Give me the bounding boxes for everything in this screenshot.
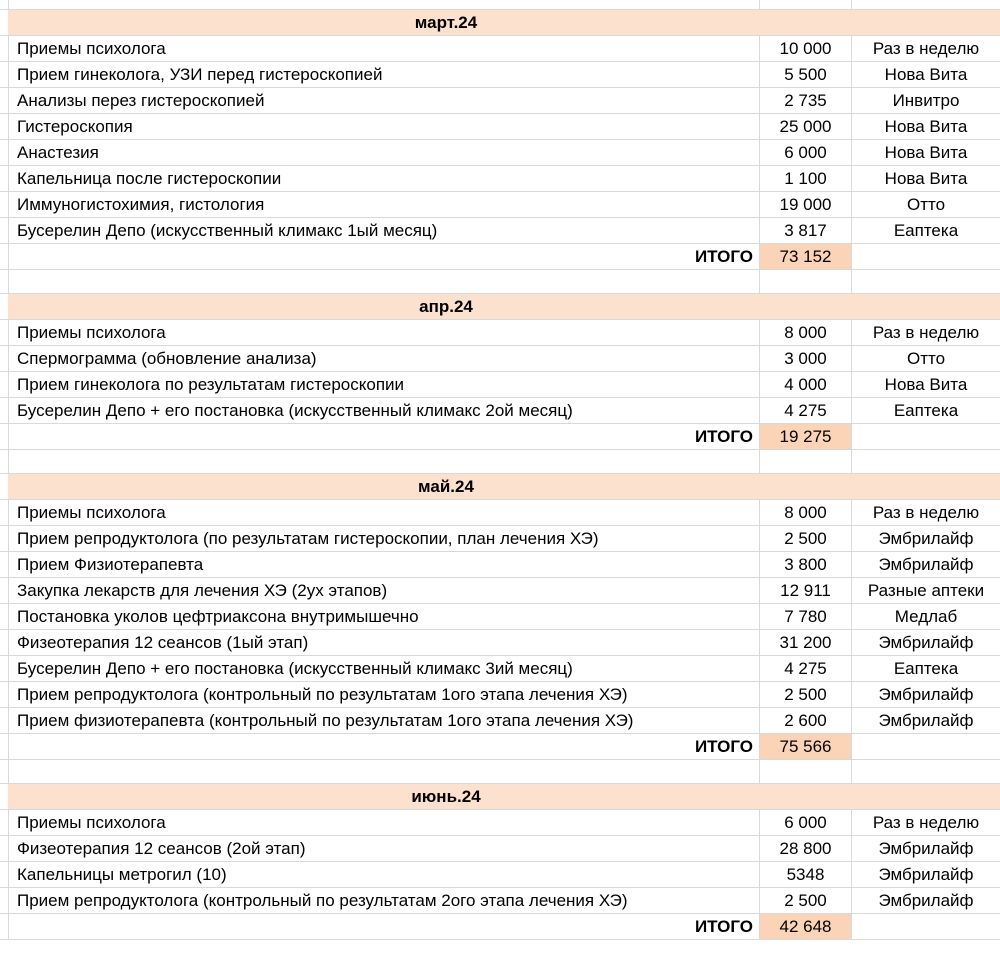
expense-row[interactable] <box>0 862 1000 888</box>
expense-name-cell[interactable]: Приемы психолога <box>8 36 760 61</box>
expense-place-cell[interactable]: Эмбрилайф <box>878 684 974 704</box>
expense-row[interactable] <box>0 888 1000 914</box>
expense-name-cell[interactable]: Физеотерапия 12 сеансов (1ый этап) <box>8 630 760 655</box>
expense-row[interactable] <box>0 372 1000 398</box>
expense-amount-cell[interactable]: 12 911 <box>760 578 852 603</box>
expense-row[interactable] <box>0 346 1000 372</box>
expense-name-cell[interactable]: Спермограмма (обновление анализа) <box>8 346 760 371</box>
total-amount-cell[interactable]: 73 152 <box>760 244 852 269</box>
expense-name-cell[interactable]: Прием репродуктолога (контрольный по результатам 2ого этапа лечения ХЭ) <box>8 888 760 913</box>
expense-amount-cell[interactable]: 3 800 <box>760 552 852 577</box>
expense-amount-cell[interactable]: 8 000 <box>760 320 852 345</box>
expense-amount-cell[interactable]: 6 000 <box>760 810 852 835</box>
expense-amount-cell[interactable]: 1 100 <box>760 166 852 191</box>
expense-row[interactable] <box>0 166 1000 192</box>
expense-place-cell[interactable]: Отто <box>906 348 946 368</box>
expense-amount-cell[interactable]: 28 800 <box>760 836 852 861</box>
expense-amount-cell[interactable]: 4 275 <box>760 398 852 423</box>
section-title: март.24 <box>414 12 478 32</box>
empty-cell[interactable] <box>8 270 760 293</box>
expense-row[interactable] <box>0 500 1000 526</box>
expense-amount-cell[interactable]: 2 500 <box>760 526 852 551</box>
expense-name-cell[interactable]: Физеотерапия 12 сеансов (2ой этап) <box>8 836 760 861</box>
total-label-cell[interactable]: ИТОГО <box>8 424 760 449</box>
expense-place-cell[interactable]: Эмбрилайф <box>878 890 974 910</box>
section-title: июнь.24 <box>411 786 481 806</box>
expense-place-cell[interactable]: Медлаб <box>894 606 958 626</box>
expense-name-cell[interactable]: Прием репродуктолога (контрольный по результатам 1ого этапа лечения ХЭ) <box>8 682 760 707</box>
empty-cell[interactable] <box>8 450 760 473</box>
expense-name-cell[interactable]: Бусерелин Депо (искусственный климакс 1ый месяц) <box>8 218 760 243</box>
expense-row[interactable] <box>0 578 1000 604</box>
total-row[interactable] <box>0 734 1000 760</box>
expense-row[interactable] <box>0 192 1000 218</box>
expense-row[interactable] <box>0 88 1000 114</box>
expense-name-cell[interactable]: Бусерелин Депо + его постановка (искусственный климакс 3ий месяц) <box>8 656 760 681</box>
section-header-cell[interactable] <box>8 784 1000 809</box>
expense-name-cell[interactable]: Приемы психолога <box>8 500 760 525</box>
expense-place-cell[interactable]: Инвитро <box>892 90 960 110</box>
section-title: апр.24 <box>419 296 473 316</box>
expense-name-cell[interactable]: Постановка уколов цефтриаксона внутримышечно <box>8 604 760 629</box>
expense-amount-cell[interactable]: 5 500 <box>760 62 852 87</box>
expense-amount-cell[interactable]: 19 000 <box>760 192 852 217</box>
expense-place-cell[interactable]: Нова Вита <box>884 64 968 84</box>
empty-cell[interactable] <box>8 760 760 783</box>
expense-name-cell[interactable]: Приемы психолога <box>8 810 760 835</box>
expense-place-cell[interactable]: Раз в неделю <box>872 502 980 522</box>
total-label-cell[interactable]: ИТОГО <box>8 244 760 269</box>
total-row[interactable] <box>0 424 1000 450</box>
empty-cell[interactable] <box>760 450 852 473</box>
section-header-row[interactable] <box>0 474 1000 500</box>
expense-row[interactable] <box>0 552 1000 578</box>
expense-place-cell[interactable]: Эмбрилайф <box>878 710 974 730</box>
total-amount-cell[interactable]: 42 648 <box>760 914 852 939</box>
section-header-row[interactable] <box>0 10 1000 36</box>
expense-row[interactable] <box>0 398 1000 424</box>
expense-place-cell[interactable]: Отто <box>906 194 946 214</box>
expense-name-cell[interactable]: Прием гинеколога по результатам гистероскопии <box>8 372 760 397</box>
expense-amount-cell[interactable]: 2 735 <box>760 88 852 113</box>
blank-row[interactable] <box>0 450 1000 474</box>
section-header-row[interactable] <box>0 784 1000 810</box>
total-row[interactable] <box>0 244 1000 270</box>
expense-place-cell[interactable]: Еаптека <box>893 400 959 420</box>
expense-row[interactable] <box>0 708 1000 734</box>
empty-cell[interactable] <box>760 270 852 293</box>
blank-row[interactable] <box>0 760 1000 784</box>
expense-name-cell[interactable]: Капельницы метрогил (10) <box>8 862 760 887</box>
expense-place-cell[interactable]: Нова Вита <box>884 142 968 162</box>
expense-place-cell[interactable]: Еаптека <box>893 658 959 678</box>
expense-row[interactable] <box>0 836 1000 862</box>
total-label-cell[interactable]: ИТОГО <box>8 914 760 939</box>
expense-name-cell[interactable]: Прием физиотерапевта (контрольный по результатам 1ого этапа лечения ХЭ) <box>8 708 760 733</box>
expense-name-cell[interactable]: Закупка лекарств для лечения ХЭ (2ух этапов) <box>8 578 760 603</box>
expense-row[interactable] <box>0 630 1000 656</box>
expense-place-cell[interactable]: Эмбрилайф <box>878 864 974 884</box>
expense-place-cell[interactable]: Раз в неделю <box>872 322 980 342</box>
empty-cell[interactable] <box>852 244 1000 269</box>
expense-name-cell[interactable]: Анастезия <box>8 140 760 165</box>
expense-place-cell[interactable]: Эмбрилайф <box>878 528 974 548</box>
expense-name-cell[interactable]: Анализы перез гистероскопией <box>8 88 760 113</box>
expense-amount-cell[interactable]: 4 275 <box>760 656 852 681</box>
top-partial-row <box>0 0 1000 10</box>
expense-name-cell[interactable]: Прием гинеколога, УЗИ перед гистероскопией <box>8 62 760 87</box>
total-label-cell[interactable]: ИТОГО <box>8 734 760 759</box>
empty-cell[interactable] <box>760 760 852 783</box>
total-row[interactable] <box>0 914 1000 940</box>
expense-row[interactable] <box>0 140 1000 166</box>
expense-row[interactable] <box>0 36 1000 62</box>
expense-place-cell[interactable]: Эмбрилайф <box>878 632 974 652</box>
expense-amount-cell[interactable]: 2 500 <box>760 888 852 913</box>
expense-place-cell[interactable]: Нова Вита <box>884 374 968 394</box>
expense-name-cell[interactable]: Капельница после гистероскопии <box>8 166 760 191</box>
expense-place-cell[interactable]: Еаптека <box>893 220 959 240</box>
empty-cell[interactable] <box>852 734 1000 759</box>
expense-amount-cell[interactable]: 8 000 <box>760 500 852 525</box>
expense-row[interactable] <box>0 62 1000 88</box>
expense-amount-cell[interactable]: 7 780 <box>760 604 852 629</box>
expense-amount-cell[interactable]: 10 000 <box>760 36 852 61</box>
section-header-row[interactable] <box>0 294 1000 320</box>
expense-amount-cell[interactable]: 5348 <box>760 862 852 887</box>
expense-row[interactable] <box>0 810 1000 836</box>
blank-row[interactable] <box>0 270 1000 294</box>
expense-name-cell[interactable]: Бусерелин Депо + его постановка (искусственный климакс 2ой месяц) <box>8 398 760 423</box>
expense-amount-cell[interactable]: 3 000 <box>760 346 852 371</box>
expense-amount-cell[interactable]: 2 500 <box>760 682 852 707</box>
expense-row[interactable] <box>0 218 1000 244</box>
expense-amount-cell[interactable]: 31 200 <box>760 630 852 655</box>
expense-row[interactable] <box>0 114 1000 140</box>
expense-amount-cell[interactable]: 25 000 <box>760 114 852 139</box>
expense-amount-cell[interactable]: 2 600 <box>760 708 852 733</box>
expense-row[interactable] <box>0 604 1000 630</box>
expense-name-cell[interactable]: Гистероскопия <box>8 114 760 139</box>
expense-amount-cell[interactable]: 4 000 <box>760 372 852 397</box>
section-header-cell[interactable] <box>8 474 1000 499</box>
expense-place-cell[interactable]: Нова Вита <box>884 168 968 188</box>
expense-place-cell[interactable]: Раз в неделю <box>872 38 980 58</box>
empty-cell[interactable] <box>852 424 1000 449</box>
expense-row[interactable] <box>0 526 1000 552</box>
expense-row[interactable] <box>0 320 1000 346</box>
expense-amount-cell[interactable]: 6 000 <box>760 140 852 165</box>
expense-name-cell[interactable]: Прием Физиотерапевта <box>8 552 760 577</box>
expense-amount-cell[interactable]: 3 817 <box>760 218 852 243</box>
expense-place-cell[interactable]: Раз в неделю <box>872 812 980 832</box>
section-header-cell[interactable] <box>8 10 1000 35</box>
expense-row[interactable] <box>0 682 1000 708</box>
section-title: май.24 <box>418 476 474 496</box>
expense-name-cell[interactable]: Иммуногистохимия, гистология <box>8 192 760 217</box>
expense-place-cell[interactable]: Нова Вита <box>884 116 968 136</box>
expense-name-cell[interactable]: Приемы психолога <box>8 320 760 345</box>
expense-place-cell[interactable]: Эмбрилайф <box>878 838 974 858</box>
total-amount-cell[interactable]: 75 566 <box>760 734 852 759</box>
expense-place-cell[interactable]: Эмбрилайф <box>878 554 974 574</box>
total-amount-cell[interactable]: 19 275 <box>760 424 852 449</box>
expense-name-cell[interactable]: Прием репродуктолога (по результатам гистероскопии, план лечения ХЭ) <box>8 526 760 551</box>
expense-row[interactable] <box>0 656 1000 682</box>
section-header-cell[interactable] <box>8 294 1000 319</box>
empty-cell[interactable] <box>852 914 1000 939</box>
expense-place-cell[interactable]: Разные аптеки <box>867 580 985 600</box>
